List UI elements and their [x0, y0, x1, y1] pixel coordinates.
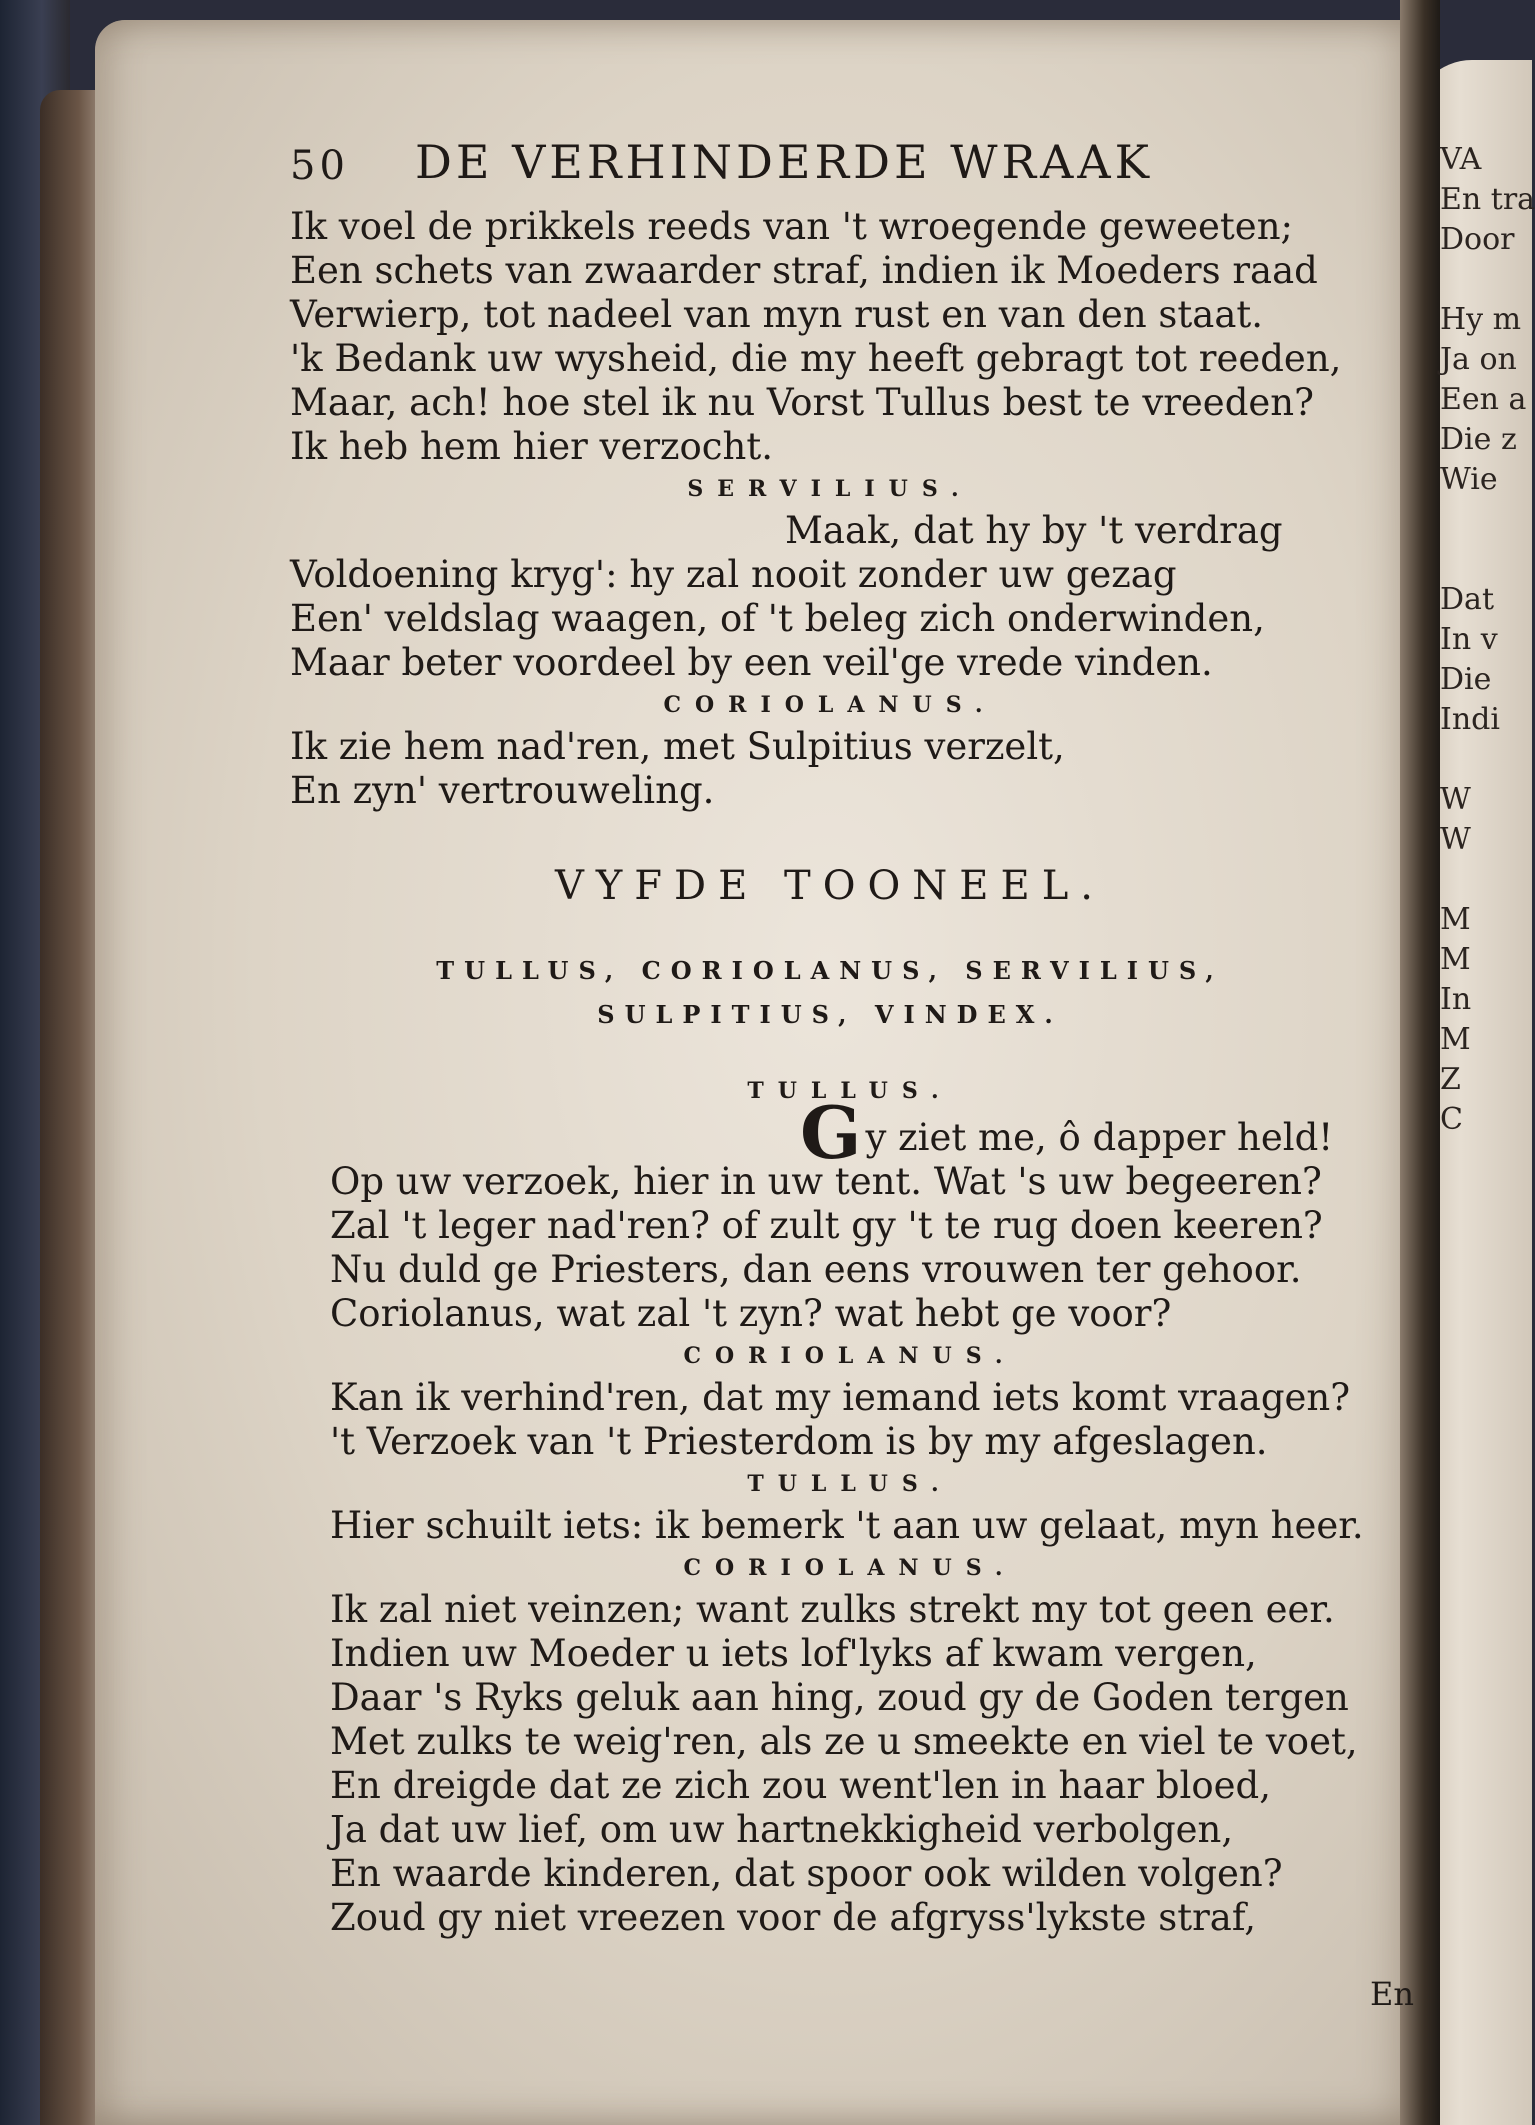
- verse-line: En zyn' vertrouweling.: [290, 769, 715, 812]
- speaker-name: TULLUS.: [747, 1078, 953, 1104]
- facing-page-fragment: En tra: [1440, 182, 1535, 217]
- verse-line: En waarde kinderen, dat spoor ook wilden volgen?: [330, 1852, 1283, 1895]
- facing-page-fragment: VA: [1440, 142, 1482, 177]
- speaker-name: CORIOLANUS.: [683, 1343, 1017, 1369]
- verse-block-1: [290, 205, 1370, 469]
- verse-line: Daar 's Ryks geluk aan hing, zoud gy de Goden tergen: [330, 1676, 1349, 1719]
- speaker-name: CORIOLANUS.: [683, 1555, 1017, 1581]
- speaker-name: CORIOLANUS.: [663, 692, 997, 718]
- verse-line: Voldoening kryg': hy zal nooit zonder uw gezag: [290, 553, 1177, 596]
- facing-page-fragment: Ja on: [1440, 342, 1517, 377]
- cast-list-line: TULLUS, CORIOLANUS, SERVILIUS,: [436, 956, 1224, 985]
- facing-page-fragment: [1440, 260, 1510, 300]
- facing-page-fragment: Die: [1440, 662, 1492, 697]
- verse-line: Maar beter voordeel by een veil'ge vrede vinden.: [290, 641, 1213, 684]
- page-number: 50: [290, 143, 349, 189]
- facing-page-fragment: W: [1440, 782, 1471, 817]
- facing-page-fragment: [1440, 740, 1510, 780]
- verse-line: Op uw verzoek, hier in uw tent. Wat 's uw begeeren?: [330, 1160, 1322, 1203]
- verse-block-3: [290, 725, 1370, 813]
- verse-line: Hier schuilt iets: ik bemerk 't aan uw gelaat, myn heer.: [330, 1504, 1364, 1547]
- verse-block-2: [290, 553, 1370, 685]
- verse-line: Zoud gy niet vreezen voor de afgryss'lykste straf,: [330, 1896, 1256, 1939]
- cast-list-line: SULPITIUS, VINDEX.: [597, 1000, 1063, 1029]
- page-content: [290, 135, 1370, 1940]
- page-header: [290, 135, 1370, 205]
- verse-line: Ik voel de prikkels reeds van 't wroegende geweeten;: [290, 205, 1293, 248]
- catchword: En: [1370, 1975, 1414, 2013]
- facing-page-fragment: Wie: [1440, 462, 1498, 497]
- verse-line: 'k Bedank uw wysheid, die my heeft gebragt tot reeden,: [290, 337, 1342, 380]
- verse-line: Met zulks te weig'ren, als ze u smeekte en viel te voet,: [330, 1720, 1358, 1763]
- verse-line: Ik zie hem nad'ren, met Sulpitius verzelt,: [290, 725, 1065, 768]
- facing-page-fragment: In: [1440, 982, 1472, 1017]
- facing-page-fragment: M: [1440, 1022, 1471, 1057]
- verse-line: Zal 't leger nad'ren? of zult gy 't te rug doen keeren?: [330, 1204, 1323, 1247]
- facing-page-fragment: In v: [1440, 622, 1498, 657]
- scene-title: VYFDE TOONEEL.: [555, 863, 1105, 909]
- verse-line: Maak, dat hy by 't verdrag: [785, 509, 1283, 552]
- facing-page-fragment: [1440, 860, 1510, 900]
- facing-page-fragment: M: [1440, 902, 1471, 937]
- facing-page-fragment: Die z: [1440, 422, 1517, 457]
- verse-line: Verwierp, tot nadeel van myn rust en van den staat.: [290, 293, 1264, 336]
- dialogue-section: [290, 1073, 1370, 1940]
- verse-line: 't Verzoek van 't Priesterdom is by my afgeslagen.: [330, 1420, 1268, 1463]
- facing-page-fragment: Indi: [1440, 702, 1500, 737]
- verse-line: Ja dat uw lief, om uw hartnekkigheid verbolgen,: [330, 1808, 1234, 1851]
- facing-page-fragment: Door: [1440, 222, 1515, 257]
- facing-page-fragment: Een a: [1440, 382, 1527, 417]
- facing-page-fragment: Z: [1440, 1062, 1461, 1097]
- facing-page-text: [1440, 140, 1535, 1140]
- verse-line-text: y ziet me, ô dapper held!: [865, 1116, 1334, 1159]
- verse-line: Een schets van zwaarder straf, indien ik Moeders raad: [290, 249, 1318, 292]
- facing-page-fragment: C: [1440, 1102, 1463, 1137]
- facing-page-fragment: Dat: [1440, 582, 1494, 617]
- speaker-name: TULLUS.: [747, 1471, 953, 1497]
- verse-line: Een' veldslag waagen, of 't beleg zich onderwinden,: [290, 597, 1265, 640]
- verse-line: Coriolanus, wat zal 't zyn? wat hebt ge voor?: [330, 1292, 1172, 1335]
- verse-line: Ik zal niet veinzen; want zulks strekt my tot geen eer.: [330, 1588, 1335, 1631]
- facing-page-fragment: M: [1440, 942, 1471, 977]
- verse-line: En dreigde dat ze zich zou went'len in haar bloed,: [330, 1764, 1271, 1807]
- verse-line: Indien uw Moeder u iets lof'lyks af kwam vergen,: [330, 1632, 1257, 1675]
- running-title: DE VERHINDERDE WRAAK: [415, 135, 1153, 189]
- speaker-name: SERVILIUS.: [687, 476, 973, 502]
- verse-line: Nu duld ge Priesters, dan eens vrouwen ter gehoor.: [330, 1248, 1302, 1291]
- verse-line: Ik heb hem hier verzocht.: [290, 425, 773, 468]
- facing-page-fragment: [1440, 500, 1510, 540]
- facing-page-fragment: Hy m: [1440, 302, 1522, 337]
- facing-page-fragment: W: [1440, 822, 1471, 857]
- book-gutter: [1400, 0, 1440, 2125]
- verse-line: Maar, ach! hoe stel ik nu Vorst Tullus best te vreeden?: [290, 381, 1314, 424]
- drop-capital: G: [800, 1090, 862, 1175]
- verse-line: Kan ik verhind'ren, dat my iemand iets komt vraagen?: [330, 1376, 1351, 1419]
- facing-page-fragment: [1440, 540, 1510, 580]
